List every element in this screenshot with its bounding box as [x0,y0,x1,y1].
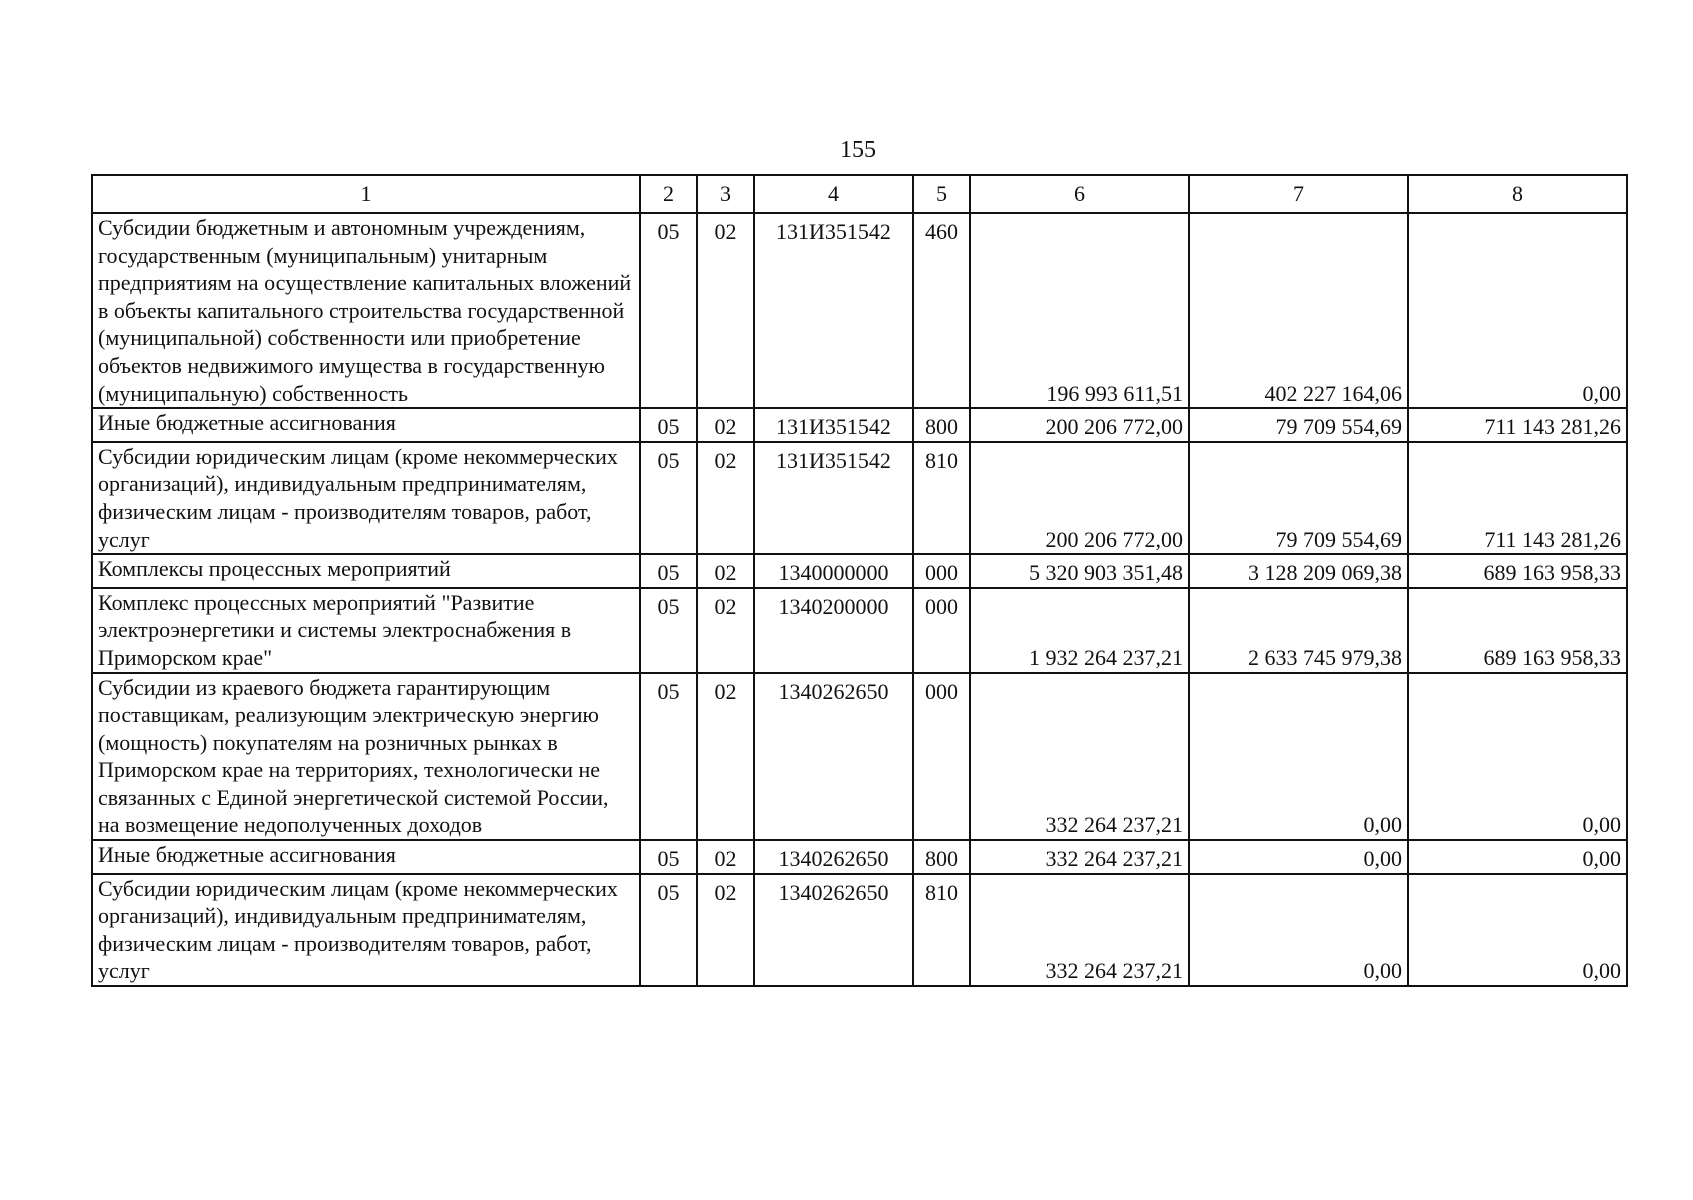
section-code: 05 [640,442,697,554]
column-header-4: 4 [754,175,913,213]
row-name: Иные бюджетные ассигнования [92,840,640,874]
section-code: 05 [640,874,697,986]
amount-col-7: 2 633 745 979,38 [1189,588,1408,673]
amount-col-6: 196 993 611,51 [970,213,1189,408]
amount-col-6: 200 206 772,00 [970,442,1189,554]
column-header-7: 7 [1189,175,1408,213]
expense-type-code: 810 [913,874,970,986]
budget-table [91,174,1628,987]
column-header-1: 1 [92,175,640,213]
expense-type-code: 000 [913,588,970,673]
expense-type-code: 810 [913,442,970,554]
table-row [92,840,1627,874]
amount-col-6: 332 264 237,21 [970,673,1189,841]
amount-col-7: 79 709 554,69 [1189,442,1408,554]
column-header-8: 8 [1408,175,1627,213]
amount-col-6: 1 932 264 237,21 [970,588,1189,673]
expense-type-code: 000 [913,554,970,588]
amount-col-6: 332 264 237,21 [970,874,1189,986]
table-row [92,408,1627,442]
table-row [92,673,1627,841]
amount-col-8: 711 143 281,26 [1408,408,1627,442]
amount-col-8: 0,00 [1408,874,1627,986]
row-name: Субсидии юридическим лицам (кроме некоммерческих организаций), индивидуальным предпринимателям, физическим лицам - производителям товаров, работ, услуг [92,874,640,986]
column-header-6: 6 [970,175,1189,213]
section-code: 05 [640,554,697,588]
table-row [92,213,1627,408]
expense-type-code: 800 [913,408,970,442]
header-row [92,175,1627,213]
section-code: 05 [640,213,697,408]
amount-col-8: 689 163 958,33 [1408,588,1627,673]
amount-col-6: 200 206 772,00 [970,408,1189,442]
target-article-code: 131И351542 [754,213,913,408]
amount-col-7: 0,00 [1189,673,1408,841]
row-name: Иные бюджетные ассигнования [92,408,640,442]
amount-col-7: 402 227 164,06 [1189,213,1408,408]
target-article-code: 131И351542 [754,408,913,442]
subsection-code: 02 [697,588,754,673]
amount-col-6: 332 264 237,21 [970,840,1189,874]
amount-col-8: 0,00 [1408,840,1627,874]
table-row [92,442,1627,554]
subsection-code: 02 [697,554,754,588]
row-name: Комплекс процессных мероприятий "Развитие электроэнергетики и системы электроснабжения в Приморском крае" [92,588,640,673]
row-name: Субсидии юридическим лицам (кроме некоммерческих организаций), индивидуальным предпринимателям, физическим лицам - производителям товаров, работ, услуг [92,442,640,554]
subsection-code: 02 [697,840,754,874]
column-header-3: 3 [697,175,754,213]
subsection-code: 02 [697,874,754,986]
column-header-5: 5 [913,175,970,213]
amount-col-7: 3 128 209 069,38 [1189,554,1408,588]
amount-col-7: 0,00 [1189,840,1408,874]
amount-col-8: 689 163 958,33 [1408,554,1627,588]
subsection-code: 02 [697,408,754,442]
subsection-code: 02 [697,442,754,554]
target-article-code: 1340200000 [754,588,913,673]
table-row [92,554,1627,588]
target-article-code: 131И351542 [754,442,913,554]
expense-type-code: 800 [913,840,970,874]
section-code: 05 [640,408,697,442]
amount-col-8: 0,00 [1408,673,1627,841]
row-name: Комплексы процессных мероприятий [92,554,640,588]
amount-col-7: 79 709 554,69 [1189,408,1408,442]
target-article-code: 1340262650 [754,673,913,841]
row-name: Субсидии бюджетным и автономным учреждениям, государственным (муниципальным) унитарным предприятиям на осуществление капитальных вложений в объекты капитального строительства государственной (муниципальной) собственности или приобретение объектов недвижимого имущества в государственную (муниципальную) собственность [92,213,640,408]
target-article-code: 1340000000 [754,554,913,588]
amount-col-7: 0,00 [1189,874,1408,986]
section-code: 05 [640,588,697,673]
subsection-code: 02 [697,213,754,408]
column-header-2: 2 [640,175,697,213]
page-number: 155 [840,137,876,163]
section-code: 05 [640,840,697,874]
table-row [92,874,1627,986]
amount-col-8: 711 143 281,26 [1408,442,1627,554]
expense-type-code: 000 [913,673,970,841]
table-row [92,588,1627,673]
section-code: 05 [640,673,697,841]
amount-col-8: 0,00 [1408,213,1627,408]
row-name: Субсидии из краевого бюджета гарантирующим поставщикам, реализующим электрическую энергию (мощность) покупателям на розничных рынках в Приморском крае на территориях, технологически не связанных с Единой энергетической системой России, на возмещение недополученных доходов [92,673,640,841]
amount-col-6: 5 320 903 351,48 [970,554,1189,588]
expense-type-code: 460 [913,213,970,408]
subsection-code: 02 [697,673,754,841]
target-article-code: 1340262650 [754,840,913,874]
target-article-code: 1340262650 [754,874,913,986]
